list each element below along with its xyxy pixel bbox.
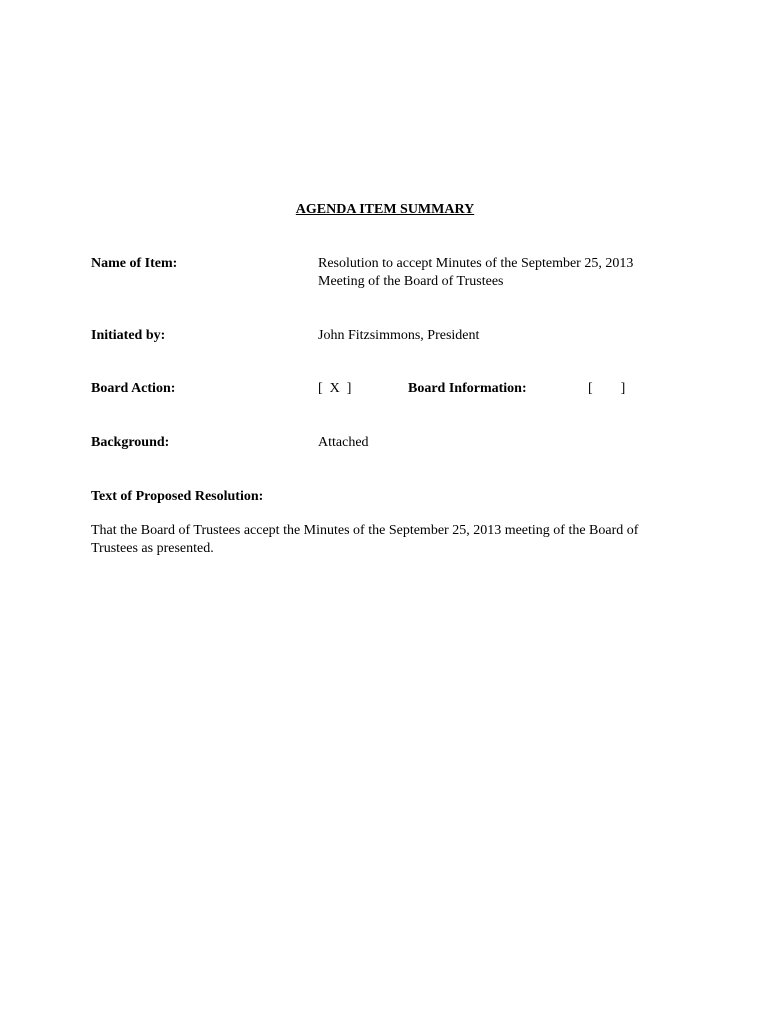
name-of-item-value-line1: Resolution to accept Minutes of the September 25, 2013	[318, 256, 634, 271]
background-label: Background:	[91, 435, 170, 450]
board-information-checkbox: [ ]	[588, 381, 626, 396]
initiated-by-value: John Fitzsimmons, President	[318, 328, 480, 343]
proposed-resolution-text: That the Board of Trustees accept the Minutes of the September 25, 2013 meeting of the Board of Trustees as presented.	[91, 523, 639, 556]
name-of-item-value-line2: Meeting of the Board of Trustees	[318, 274, 504, 289]
document-title: AGENDA ITEM SUMMARY	[295, 202, 475, 217]
board-information-label: Board Information:	[408, 381, 527, 396]
board-action-checkbox: [ X ]	[318, 381, 352, 396]
board-action-label: Board Action:	[91, 381, 176, 396]
name-of-item-label: Name of Item:	[91, 256, 178, 271]
background-value: Attached	[318, 435, 369, 450]
proposed-resolution-label: Text of Proposed Resolution:	[91, 489, 264, 504]
initiated-by-label: Initiated by:	[91, 328, 166, 343]
